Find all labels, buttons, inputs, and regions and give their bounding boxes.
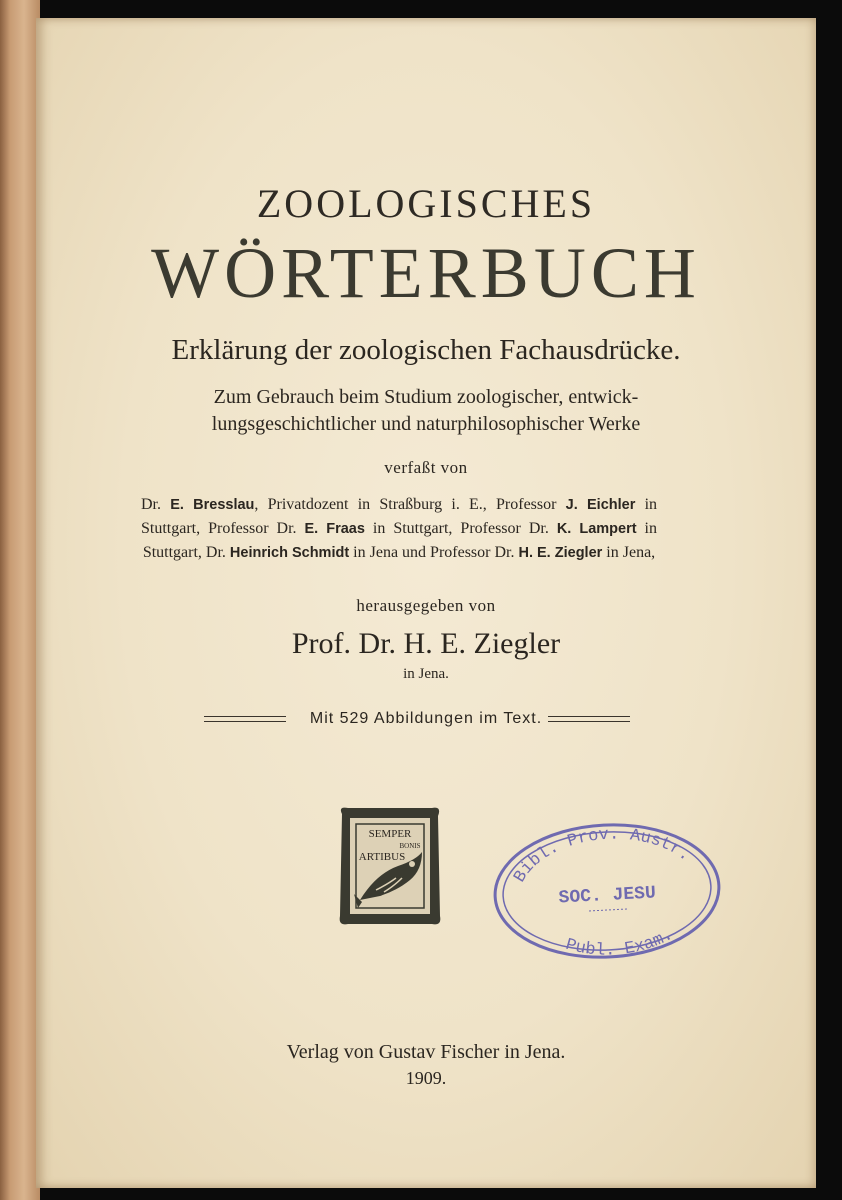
author-place: in Jena und Professor Dr. [353,544,515,561]
emblem-text-top: SEMPER [368,828,412,840]
author-place: , Privatdozent in Straßburg i. E., Professor [254,496,557,513]
title-line-2: WÖRTERBUCH [151,233,701,313]
author-name: H. E. Ziegler [518,545,603,561]
title-page [36,18,816,1188]
book-cover-edge [0,0,40,1200]
stamp-text-middle: SOC. JESU [558,883,657,909]
library-stamp [488,816,726,966]
stamp-text-top: Bibl. Prov. Austr. [510,825,694,887]
editor-location: in Jena. [403,666,449,682]
stamp-text-bottom: Publ. Exam. [563,925,677,961]
emblem-text-top2: BONIS [399,842,421,850]
author-name: K. Lampert [556,521,637,537]
author-name: J. Eichler [565,497,636,513]
author-name: E. Fraas [304,521,365,537]
decorative-rule-right [548,716,630,722]
svg-text:Publ. Exam. [562,925,677,963]
author-place: in Stuttgart, Professor Dr. [141,496,658,537]
fish-emblem-icon [336,804,444,928]
author-place: in Stuttgart, Dr. [142,520,657,561]
author-place: in Stuttgart, Professor Dr. [372,520,549,537]
illustrations-note: Mit 529 Abbildungen im Text. [309,710,543,727]
publisher: Verlag von Gustav Fischer in Jena. [286,1041,566,1063]
author-name: Heinrich Schmidt [229,545,350,561]
title-line-1: ZOOLOGISCHES [256,181,596,226]
publication-year: 1909. [405,1068,447,1088]
illustrations-note-row [36,706,816,736]
editor-name: Prof. Dr. H. E. Ziegler [291,627,561,660]
author-place: in Jena, [606,544,656,561]
authored-by-label: verfaßt von [384,458,468,477]
svg-text:Bibl. Prov. Austr. [508,821,695,887]
author-title: Dr. [141,496,161,513]
author-name: E. Bresslau [170,497,255,513]
edited-by-label: herausgegeben von [356,596,496,615]
emblem-text-bottom: ARTIBUS [358,851,406,863]
authors-paragraph [141,493,657,565]
purpose-line-1: Zum Gebrauch beim Studium zoologischer, entwick- [213,386,639,408]
purpose-line-2: lungsgeschichtlicher und naturphilosophischer Werke [211,413,641,435]
subtitle: Erklärung der zoologischen Fachausdrücke. [171,334,681,366]
